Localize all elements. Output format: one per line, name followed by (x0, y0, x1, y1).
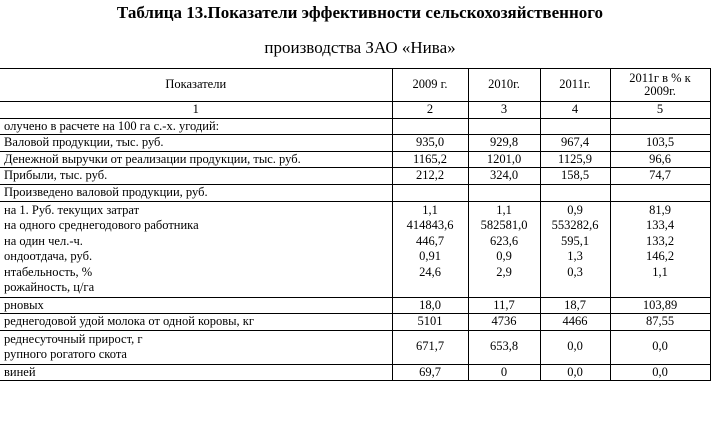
value-2010 (471, 280, 538, 296)
value-2009: 69,7 (392, 364, 468, 381)
value-2011: 595,1 (560, 233, 590, 248)
value-2010: 1201,0 (468, 151, 540, 168)
value-2009: 24,6 (419, 264, 441, 279)
value-2010: 0,9 (496, 249, 512, 263)
row-label: Валовой продукции, тыс. руб. (0, 135, 392, 152)
value-2009: 414843,6 (406, 218, 454, 232)
row-label-line-2: рупного рогатого скота (4, 347, 127, 361)
section-row-gross-output (0, 184, 710, 201)
value-percent: 103,5 (610, 135, 710, 152)
value-2009: 1,1 (422, 202, 438, 217)
value-percent: 0,0 (610, 364, 710, 381)
value-2011: 553282,6 (551, 218, 599, 232)
numbering-row (0, 102, 710, 119)
value-2009: 0,91 (419, 249, 441, 263)
value-2009: 935,0 (392, 135, 468, 152)
header-percent: 2011г в % к 2009г. (610, 69, 710, 102)
section-label: олучено в расчете на 100 га с.-х. угодий: (0, 118, 392, 135)
block-labels (0, 201, 392, 297)
value-2010: 582581,0 (480, 218, 528, 232)
value-percent: 96,6 (610, 151, 710, 168)
value-2009: 18,0 (392, 297, 468, 314)
value-2009 (395, 280, 466, 296)
header-2010: 2010г. (468, 69, 540, 102)
value-2009: 446,7 (415, 233, 445, 248)
value-2011: 0,9 (567, 202, 583, 217)
header-2009: 2009 г. (392, 69, 468, 102)
block-2009 (392, 201, 468, 297)
value-2010: 929,8 (468, 135, 540, 152)
value-2009: 671,7 (392, 330, 468, 364)
header-2011: 2011г. (540, 69, 610, 102)
row-label: рожайность, ц/га (4, 280, 95, 294)
value-2011: 0,0 (540, 364, 610, 381)
value-2011: 4466 (540, 314, 610, 331)
value-2011: 1125,9 (540, 151, 610, 168)
value-2011: 1,3 (567, 249, 583, 263)
table-row-revenue (0, 151, 710, 168)
col-number-2: 2 (392, 102, 468, 119)
col-number-1: 1 (0, 102, 392, 119)
table-title-line-1: Таблица 13.Показатели эффективности сельскохозяйственного (116, 3, 604, 22)
value-2010: 1,1 (496, 202, 512, 217)
value-2009: 212,2 (392, 168, 468, 185)
value-2010: 11,7 (468, 297, 540, 314)
value-percent: 146,2 (645, 249, 675, 263)
value-percent: 103,89 (610, 297, 710, 314)
table-row-milk (0, 314, 710, 331)
row-label (0, 330, 392, 364)
value-2010: 2,9 (496, 264, 512, 279)
value-2009: 5101 (392, 314, 468, 331)
value-percent: 87,55 (610, 314, 710, 331)
row-label: ондоотдача, руб. (4, 249, 93, 263)
row-label: Прибыли, тыс. руб. (0, 168, 392, 185)
value-2010: 623,6 (489, 233, 519, 248)
row-label: на 1. Руб. текущих затрат (4, 202, 140, 217)
block-2011 (540, 201, 610, 297)
table-row-daily-gain (0, 330, 710, 364)
value-2011: 18,7 (540, 297, 610, 314)
section-label: Произведено валовой продукции, руб. (0, 184, 392, 201)
header-row (0, 69, 710, 102)
value-percent: 0,0 (610, 330, 710, 364)
table-row-pigs (0, 364, 710, 381)
row-label: виней (0, 364, 392, 381)
value-2011 (543, 280, 608, 296)
row-label-line-1: реднесуточный прирост, г (4, 331, 143, 346)
table-row-gross (0, 135, 710, 152)
value-2009: 1165,2 (392, 151, 468, 168)
value-percent: 1,1 (652, 264, 668, 279)
col-number-3: 3 (468, 102, 540, 119)
value-2011: 158,5 (540, 168, 610, 185)
section-row-per-100ha (0, 118, 710, 135)
value-2011: 0,3 (567, 264, 583, 279)
value-percent (613, 280, 708, 296)
block-2010 (468, 201, 540, 297)
header-indicator: Показатели (0, 69, 392, 102)
row-label: на одного среднегодового работника (4, 218, 199, 232)
table-title-line-2: производства ЗАО «Нива» (264, 38, 456, 57)
value-percent: 133,2 (645, 233, 675, 248)
table-row-grain (0, 297, 710, 314)
row-label: рновых (0, 297, 392, 314)
row-label: на один чел.-ч. (4, 233, 83, 248)
value-percent: 133,4 (645, 218, 675, 232)
block-percent (610, 201, 710, 297)
table-row-profit (0, 168, 710, 185)
table-row-block (0, 201, 710, 297)
value-percent: 81,9 (649, 202, 671, 217)
row-label: Денежной выручки от реализации продукции, тыс. руб. (0, 151, 392, 168)
value-2010: 4736 (468, 314, 540, 331)
value-2010: 653,8 (468, 330, 540, 364)
value-2010: 0 (468, 364, 540, 381)
value-percent: 74,7 (610, 168, 710, 185)
value-2010: 324,0 (468, 168, 540, 185)
row-label: нтабельность, % (4, 264, 93, 279)
value-2011: 967,4 (540, 135, 610, 152)
row-label: реднегодовой удой молока от одной коровы, кг (0, 314, 392, 331)
col-number-5: 5 (610, 102, 710, 119)
col-number-4: 4 (540, 102, 610, 119)
value-2011: 0,0 (540, 330, 610, 364)
efficiency-table (0, 68, 710, 381)
